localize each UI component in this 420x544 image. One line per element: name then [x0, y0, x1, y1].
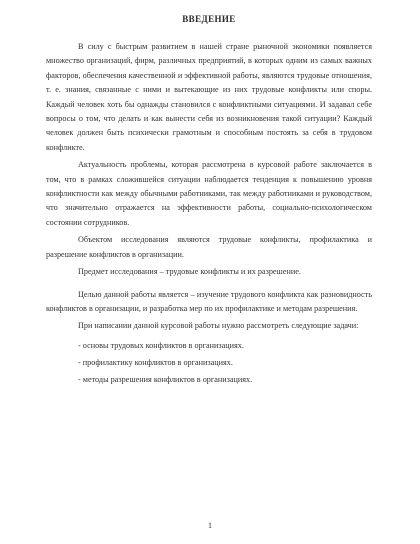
- list-item: - основы трудовых конфликтов в организациях.: [78, 340, 244, 350]
- page-number: 1: [208, 521, 212, 530]
- paragraph-object: Объектом исследования являются трудовые конфликты, профилактика и разрешение конфликтов в организации.: [46, 235, 372, 259]
- list-item: - профилактику конфликтов в организациях.: [78, 357, 233, 367]
- paragraph-relevance: Актуальность проблемы, которая рассмотрена в курсовой работе заключается в том, что в рамках сложившейся ситуации наблюдается тенденция к повышению уровня конфликтности как между обычными работниками, так между работниками и руководством, что значительно отражается на эффективности работы, социально-психологическом состоянии сотрудников.: [46, 160, 372, 227]
- paragraph-intro: В силу с быстрым развитием в нашей стране рыночной экономики появляется множество организаций, фирм, различных предприятий, в которых одним из самых важных факторов, обеспечения качественной и эффективной работы, являются трудовые отношения, т. е. знания, связанные с ними и вытекающие из них трудовые конфликты или споры. Каждый человек хоть бы однажды становился с конфликтными ситуациями. И задавал себе вопросы о том, что делать и как вынести себя из возникновения такой ситуации? Каждый человек должен быть психически грамотным и способным постоять за себя в трудовом конфликте.: [46, 42, 372, 152]
- paragraph-subject: Предмет исследования – трудовые конфликты и их разрешение.: [78, 267, 301, 277]
- tasks-list: [46, 337, 372, 388]
- paragraph-tasks-intro: При написании данной курсовой работы нужно рассмотреть следующие задачи:: [78, 321, 359, 331]
- page-title: ВВЕДЕНИЕ: [182, 14, 236, 24]
- paragraph-goal: Целью данной работы является – изучение трудового конфликта как разновидность конфликтов в организации, и разработка мер по их профилактике и методам разрешения.: [46, 289, 372, 313]
- list-item: - методы разрешения конфликтов в организациях.: [78, 374, 253, 384]
